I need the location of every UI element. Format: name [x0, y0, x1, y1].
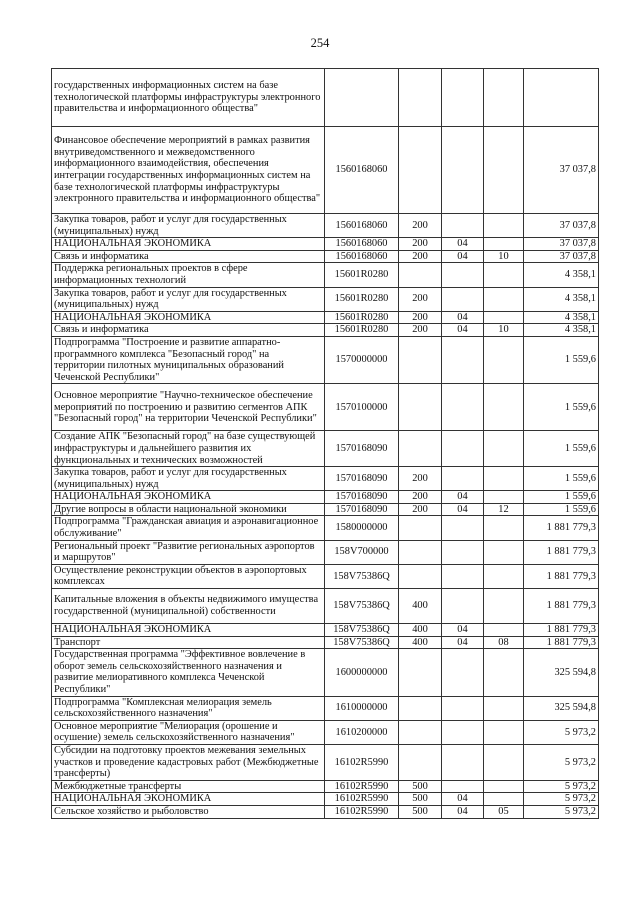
- row-name: Основное мероприятие "Мелиорация (орошение и осушение) земель сельскохозяйственного назначения": [52, 720, 325, 744]
- row-name: Межбюджетные трансферты: [52, 780, 325, 793]
- expense-kind: 200: [399, 491, 442, 504]
- subsection-code: 10: [484, 324, 524, 337]
- section-code: 04: [442, 324, 484, 337]
- subsection-code: 12: [484, 503, 524, 516]
- amount: 5 973,2: [524, 744, 599, 780]
- expense-kind: 400: [399, 636, 442, 649]
- amount: 4 358,1: [524, 311, 599, 324]
- section-code: [442, 336, 484, 383]
- row-name: Капитальные вложения в объекты недвижимого имущества государственной (муниципальной) собственности: [52, 589, 325, 624]
- section-code: 04: [442, 636, 484, 649]
- row-name: НАЦИОНАЛЬНАЯ ЭКОНОМИКА: [52, 624, 325, 637]
- table-row: [52, 624, 599, 637]
- subsection-code: [484, 431, 524, 467]
- row-name: государственных информационных систем на базе технологической платформы инфраструктуры электронного правительства и информационного общества": [52, 69, 325, 127]
- row-name: Осуществление реконструкции объектов в аэропортовых комплексах: [52, 564, 325, 588]
- subsection-code: [484, 696, 524, 720]
- amount: [524, 69, 599, 127]
- row-name: Подпрограмма "Комплексная мелиорация земель сельскохозяйственного назначения": [52, 696, 325, 720]
- expense-kind: [399, 69, 442, 127]
- table-row: [52, 805, 599, 818]
- table-row: [52, 516, 599, 540]
- row-name: Поддержка региональных проектов в сфере информационных технологий: [52, 263, 325, 287]
- subsection-code: 05: [484, 805, 524, 818]
- table-row: [52, 214, 599, 238]
- subsection-code: [484, 744, 524, 780]
- subsection-code: [484, 127, 524, 214]
- section-code: [442, 720, 484, 744]
- row-name: Закупка товаров, работ и услуг для государственных (муниципальных) нужд: [52, 214, 325, 238]
- subsection-code: [484, 793, 524, 806]
- expense-kind: [399, 696, 442, 720]
- section-code: [442, 287, 484, 311]
- expense-kind: 400: [399, 589, 442, 624]
- target-code: 1560168060: [325, 214, 399, 238]
- row-name: НАЦИОНАЛЬНАЯ ЭКОНОМИКА: [52, 491, 325, 504]
- table-row: [52, 636, 599, 649]
- row-name: Транспорт: [52, 636, 325, 649]
- amount: 1 881 779,3: [524, 540, 599, 564]
- expense-kind: 200: [399, 250, 442, 263]
- subsection-code: [484, 624, 524, 637]
- table-row: [52, 744, 599, 780]
- target-code: 15601R0280: [325, 311, 399, 324]
- row-name: НАЦИОНАЛЬНАЯ ЭКОНОМИКА: [52, 238, 325, 251]
- row-name: Финансовое обеспечение мероприятий в рамках развития внутриведомственного и межведомственного информационного взаимодействия, обеспечения интеграции государственных информационных систем на базе технологической платформы инфраструктуры электронного правительства и информационного общества": [52, 127, 325, 214]
- row-name: НАЦИОНАЛЬНАЯ ЭКОНОМИКА: [52, 793, 325, 806]
- section-code: [442, 780, 484, 793]
- amount: 37 037,8: [524, 238, 599, 251]
- table-row: [52, 467, 599, 491]
- subsection-code: [484, 491, 524, 504]
- target-code: 15601R0280: [325, 324, 399, 337]
- target-code: 16102R5990: [325, 793, 399, 806]
- table-row: [52, 263, 599, 287]
- target-code: 1570168090: [325, 491, 399, 504]
- table-row: [52, 384, 599, 431]
- target-code: 1570100000: [325, 384, 399, 431]
- table-row: [52, 793, 599, 806]
- expense-kind: 400: [399, 624, 442, 637]
- target-code: 15601R0280: [325, 287, 399, 311]
- row-name: Основное мероприятие "Научно-техническое обеспечение мероприятий по построению и развитию сегментов АПК "Безопасный город" на территории Чеченской Республики": [52, 384, 325, 431]
- section-code: [442, 589, 484, 624]
- amount: 1 559,6: [524, 467, 599, 491]
- amount: 4 358,1: [524, 263, 599, 287]
- table-row: [52, 324, 599, 337]
- row-name: НАЦИОНАЛЬНАЯ ЭКОНОМИКА: [52, 311, 325, 324]
- target-code: [325, 69, 399, 127]
- expense-kind: 200: [399, 324, 442, 337]
- expense-kind: 200: [399, 238, 442, 251]
- subsection-code: [484, 540, 524, 564]
- amount: 5 973,2: [524, 780, 599, 793]
- target-code: 158V75386Q: [325, 589, 399, 624]
- row-name: Подпрограмма "Построение и развитие аппаратно-программного комплекса "Безопасный город" на территории пилотных муниципальных образований Чеченской Республики": [52, 336, 325, 383]
- section-code: 04: [442, 238, 484, 251]
- table-row: [52, 491, 599, 504]
- amount: 37 037,8: [524, 214, 599, 238]
- section-code: [442, 649, 484, 696]
- target-code: 16102R5990: [325, 780, 399, 793]
- subsection-code: [484, 720, 524, 744]
- amount: 5 973,2: [524, 805, 599, 818]
- subsection-code: [484, 467, 524, 491]
- subsection-code: [484, 336, 524, 383]
- subsection-code: 10: [484, 250, 524, 263]
- table-row: [52, 780, 599, 793]
- target-code: 1560168060: [325, 127, 399, 214]
- amount: 37 037,8: [524, 127, 599, 214]
- amount: 1 559,6: [524, 336, 599, 383]
- expense-kind: [399, 384, 442, 431]
- subsection-code: [484, 69, 524, 127]
- subsection-code: [484, 287, 524, 311]
- target-code: 1600000000: [325, 649, 399, 696]
- section-code: 04: [442, 250, 484, 263]
- table-row: [52, 127, 599, 214]
- section-code: [442, 540, 484, 564]
- target-code: 16102R5990: [325, 805, 399, 818]
- row-name: Региональный проект "Развитие региональных аэропортов и маршрутов": [52, 540, 325, 564]
- table-row: [52, 311, 599, 324]
- table-row: [52, 336, 599, 383]
- expense-kind: [399, 336, 442, 383]
- row-name: Подпрограмма "Гражданская авиация и аэронавигационное обслуживание": [52, 516, 325, 540]
- amount: 4 358,1: [524, 324, 599, 337]
- target-code: 1570168090: [325, 467, 399, 491]
- expense-kind: 500: [399, 780, 442, 793]
- amount: 325 594,8: [524, 696, 599, 720]
- target-code: 1560168060: [325, 250, 399, 263]
- row-name: Связь и информатика: [52, 324, 325, 337]
- page-number: 254: [310, 36, 330, 50]
- subsection-code: [484, 516, 524, 540]
- target-code: 1570000000: [325, 336, 399, 383]
- expense-kind: 500: [399, 793, 442, 806]
- budget-table-body: [52, 69, 599, 819]
- amount: 37 037,8: [524, 250, 599, 263]
- subsection-code: [484, 263, 524, 287]
- section-code: 04: [442, 491, 484, 504]
- table-row: [52, 649, 599, 696]
- target-code: 1570168090: [325, 431, 399, 467]
- section-code: [442, 696, 484, 720]
- target-code: 158V75386Q: [325, 636, 399, 649]
- table-row: [52, 589, 599, 624]
- section-code: [442, 384, 484, 431]
- subsection-code: [484, 780, 524, 793]
- section-code: [442, 263, 484, 287]
- row-name: Другие вопросы в области национальной экономики: [52, 503, 325, 516]
- expense-kind: [399, 127, 442, 214]
- amount: 1 881 779,3: [524, 516, 599, 540]
- row-name: Закупка товаров, работ и услуг для государственных (муниципальных) нужд: [52, 467, 325, 491]
- amount: 1 559,6: [524, 503, 599, 516]
- target-code: 1580000000: [325, 516, 399, 540]
- target-code: 16102R5990: [325, 744, 399, 780]
- expense-kind: [399, 744, 442, 780]
- amount: 5 973,2: [524, 793, 599, 806]
- subsection-code: [484, 238, 524, 251]
- expense-kind: 200: [399, 287, 442, 311]
- section-code: [442, 467, 484, 491]
- amount: 1 881 779,3: [524, 624, 599, 637]
- target-code: 1610200000: [325, 720, 399, 744]
- amount: 1 881 779,3: [524, 636, 599, 649]
- table-row: [52, 287, 599, 311]
- amount: 5 973,2: [524, 720, 599, 744]
- section-code: [442, 564, 484, 588]
- expense-kind: 200: [399, 503, 442, 516]
- section-code: 04: [442, 503, 484, 516]
- row-name: Создание АПК "Безопасный город" на базе существующей инфраструктуры и дальнейшего развития их функциональных и технических возможностей: [52, 431, 325, 467]
- row-name: Связь и информатика: [52, 250, 325, 263]
- section-code: 04: [442, 624, 484, 637]
- target-code: 158V75386Q: [325, 624, 399, 637]
- table-row: [52, 69, 599, 127]
- amount: 325 594,8: [524, 649, 599, 696]
- amount: 1 559,6: [524, 384, 599, 431]
- section-code: 04: [442, 793, 484, 806]
- table-row: [52, 503, 599, 516]
- expense-kind: [399, 516, 442, 540]
- row-name: Сельское хозяйство и рыболовство: [52, 805, 325, 818]
- row-name: Субсидии на подготовку проектов межевания земельных участков и проведение кадастровых работ (Межбюджетные трансферты): [52, 744, 325, 780]
- amount: 1 881 779,3: [524, 589, 599, 624]
- subsection-code: [484, 649, 524, 696]
- section-code: [442, 744, 484, 780]
- subsection-code: [484, 564, 524, 588]
- section-code: [442, 69, 484, 127]
- amount: 1 559,6: [524, 431, 599, 467]
- target-code: 15601R0280: [325, 263, 399, 287]
- row-name: Закупка товаров, работ и услуг для государственных (муниципальных) нужд: [52, 287, 325, 311]
- expense-kind: [399, 649, 442, 696]
- table-row: [52, 540, 599, 564]
- section-code: [442, 516, 484, 540]
- expense-kind: 500: [399, 805, 442, 818]
- section-code: 04: [442, 311, 484, 324]
- section-code: [442, 214, 484, 238]
- section-code: [442, 127, 484, 214]
- table-row: [52, 431, 599, 467]
- table-row: [52, 720, 599, 744]
- table-row: [52, 696, 599, 720]
- amount: 1 881 779,3: [524, 564, 599, 588]
- target-code: 1560168060: [325, 238, 399, 251]
- subsection-code: [484, 214, 524, 238]
- subsection-code: [484, 384, 524, 431]
- target-code: 1570168090: [325, 503, 399, 516]
- table-row: [52, 564, 599, 588]
- expense-kind: 200: [399, 467, 442, 491]
- subsection-code: [484, 589, 524, 624]
- table-row: [52, 250, 599, 263]
- target-code: 158V700000: [325, 540, 399, 564]
- section-code: [442, 431, 484, 467]
- expense-kind: [399, 720, 442, 744]
- subsection-code: [484, 311, 524, 324]
- section-code: 04: [442, 805, 484, 818]
- subsection-code: 08: [484, 636, 524, 649]
- row-name: Государственная программа "Эффективное вовлечение в оборот земель сельскохозяйственного назначения и развитие мелиоративного комплекса Чеченской Республики": [52, 649, 325, 696]
- expense-kind: [399, 431, 442, 467]
- amount: 1 559,6: [524, 491, 599, 504]
- table-row: [52, 238, 599, 251]
- expense-kind: 200: [399, 311, 442, 324]
- budget-table: [51, 68, 599, 819]
- target-code: 158V75386Q: [325, 564, 399, 588]
- target-code: 1610000000: [325, 696, 399, 720]
- expense-kind: 200: [399, 214, 442, 238]
- expense-kind: [399, 540, 442, 564]
- expense-kind: [399, 263, 442, 287]
- expense-kind: [399, 564, 442, 588]
- amount: 4 358,1: [524, 287, 599, 311]
